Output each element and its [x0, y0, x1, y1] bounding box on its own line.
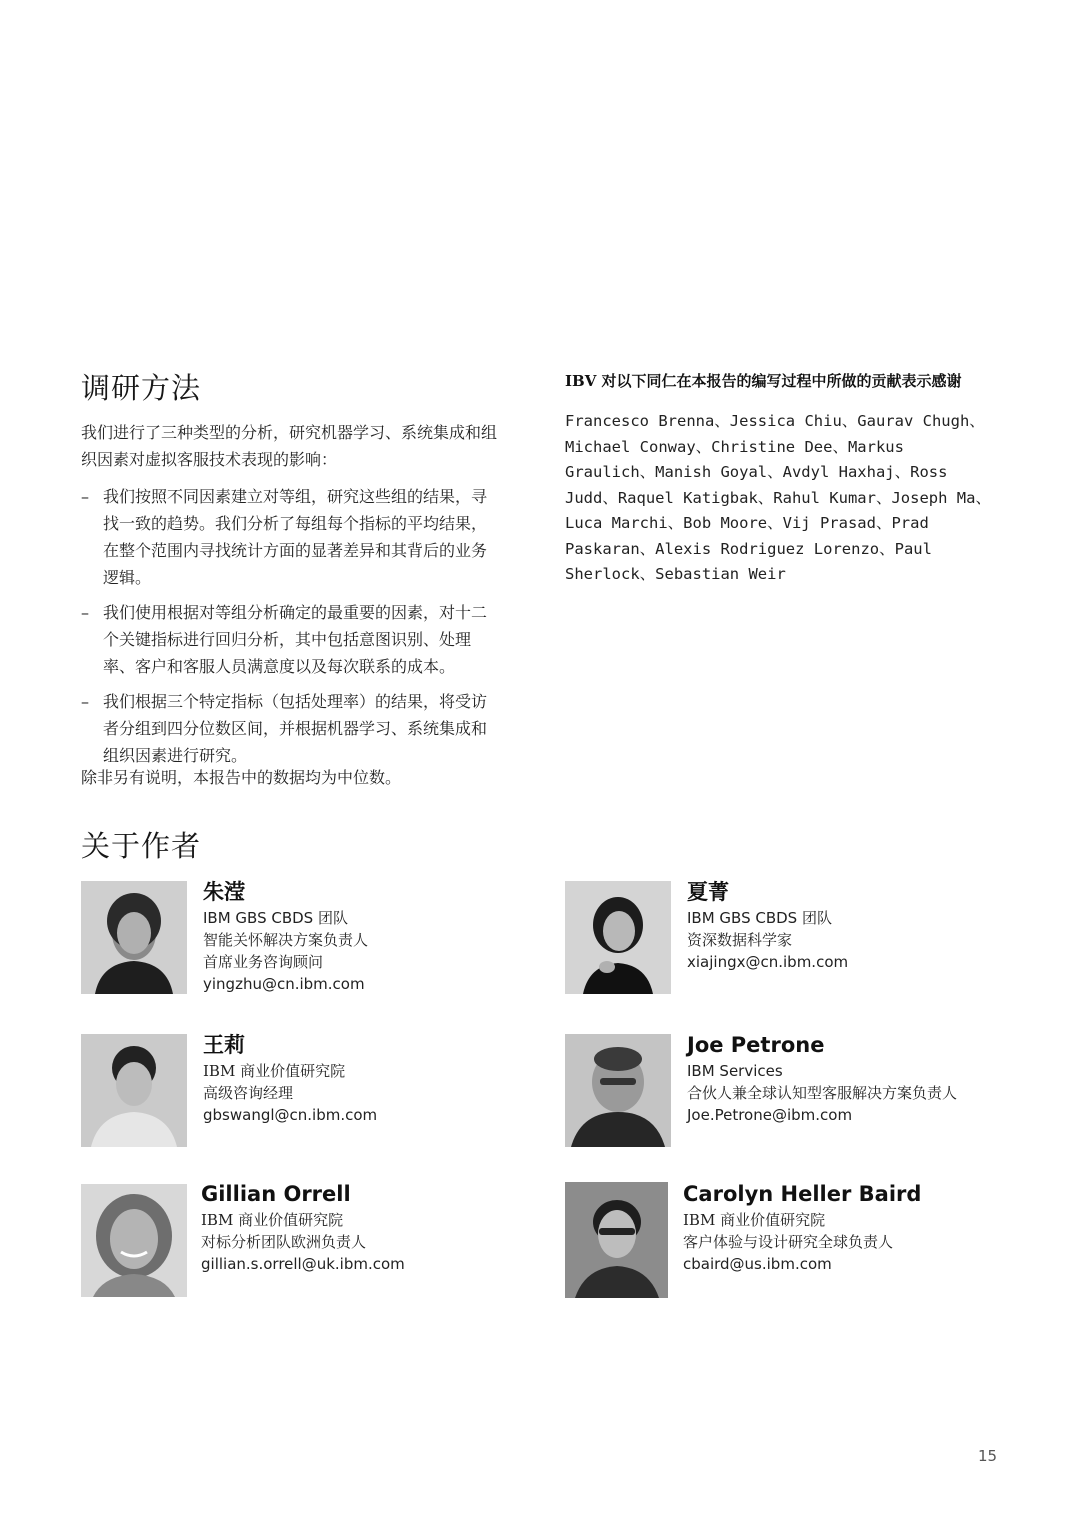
- author-email[interactable]: cbaird@us.ibm.com: [683, 1255, 832, 1273]
- author-email[interactable]: xiajingx@cn.ibm.com: [687, 953, 849, 971]
- page-number: 15: [978, 1447, 998, 1465]
- authors-title: 关于作者: [81, 829, 202, 863]
- author-photo: [565, 881, 671, 994]
- author-card: [687, 879, 848, 973]
- author-email[interactable]: gillian.s.orrell@uk.ibm.com: [201, 1255, 405, 1273]
- author-role: 对标分析团队欧洲负责人: [201, 1233, 367, 1251]
- author-org: IBM Services: [687, 1062, 783, 1080]
- author-photo: [81, 881, 187, 994]
- author-org: IBM 商业价值研究院: [683, 1211, 826, 1229]
- author-role: 首席业务咨询顾问: [203, 953, 324, 971]
- author-card: [203, 1032, 377, 1126]
- methodology-intro: 我们进行了三种类型的分析，研究机器学习、系统集成和组织因素对虚拟客服技术表现的影响：: [81, 423, 498, 469]
- methodology-bullet: – 我们按照不同因素建立对等组，研究这些组的结果，寻找一致的趋势。我们分析了每组每个指标的平均结果，在整个范围内寻找统计方面的显著差异和其背后的业务逻辑。: [81, 483, 501, 591]
- author-name: Gillian Orrell: [201, 1182, 351, 1206]
- author-name: Joe Petrone: [687, 1033, 825, 1057]
- author-name: Carolyn Heller Baird: [683, 1182, 922, 1206]
- author-org: IBM 商业价值研究院: [203, 1062, 346, 1080]
- bullet-dash: –: [81, 487, 89, 506]
- author-role: 客户体验与设计研究全球负责人: [683, 1233, 894, 1251]
- author-name: 夏菁: [687, 879, 729, 904]
- author-org: IBM 商业价值研究院: [201, 1211, 344, 1229]
- author-card: [203, 879, 368, 995]
- author-email[interactable]: yingzhu@cn.ibm.com: [203, 975, 365, 993]
- author-email[interactable]: gbswangl@cn.ibm.com: [203, 1106, 378, 1124]
- author-org: IBM GBS CBDS 团队: [203, 909, 348, 927]
- author-role: 智能关怀解决方案负责人: [203, 931, 369, 949]
- author-name: 朱滢: [203, 879, 245, 904]
- acknowledgements-names: Francesco Brenna、Jessica Chiu、Gaurav Chugh、Michael Conway、Christine Dee、Markus Graulich、Manish Goyal、Avdyl Haxhaj、Ross Judd、Raquel Katigbak、Rahul Kumar、Joseph Ma、Luca Marchi、Bob Moore、Vij Prasad、Prad Paskaran、Alexis Rodriguez Lorenzo、Paul Sherlock、Sebastian Weir: [565, 412, 991, 583]
- bullet-dash: –: [81, 603, 89, 622]
- author-card: [683, 1181, 921, 1275]
- methodology-bullets: [81, 483, 501, 769]
- acknowledgements-title: IBV 对以下同仁在本报告的编写过程中所做的贡献表示感谢: [565, 372, 962, 390]
- author-role: 合伙人兼全球认知型客服解决方案负责人: [687, 1084, 958, 1102]
- author-org: IBM GBS CBDS 团队: [687, 909, 832, 927]
- methodology-bullet: – 我们使用根据对等组分析确定的最重要的因素，对十二个关键指标进行回归分析，其中包括意图识别、处理率、客户和客服人员满意度以及每次联系的成本。: [81, 599, 501, 680]
- author-photo: [565, 1034, 671, 1147]
- author-email[interactable]: Joe.Petrone@ibm.com: [687, 1106, 853, 1124]
- methodology-bullet: – 我们根据三个特定指标（包括处理率）的结果，将受访者分组到四分位数区间，并根据机器学习、系统集成和组织因素进行研究。: [81, 688, 501, 769]
- author-role: 资深数据科学家: [687, 931, 793, 949]
- author-photo: [81, 1184, 187, 1297]
- author-role: 高级咨询经理: [203, 1084, 294, 1102]
- methodology-title: 调研方法: [81, 371, 202, 405]
- author-card: [687, 1032, 957, 1126]
- author-name: 王莉: [203, 1032, 245, 1057]
- author-card: [201, 1181, 405, 1275]
- bullet-dash: –: [81, 692, 89, 711]
- methodology-body: [81, 419, 501, 777]
- author-photo: [81, 1034, 187, 1147]
- author-photo: [565, 1182, 668, 1298]
- methodology-footnote: 除非另有说明，本报告中的数据均为中位数。: [81, 768, 402, 787]
